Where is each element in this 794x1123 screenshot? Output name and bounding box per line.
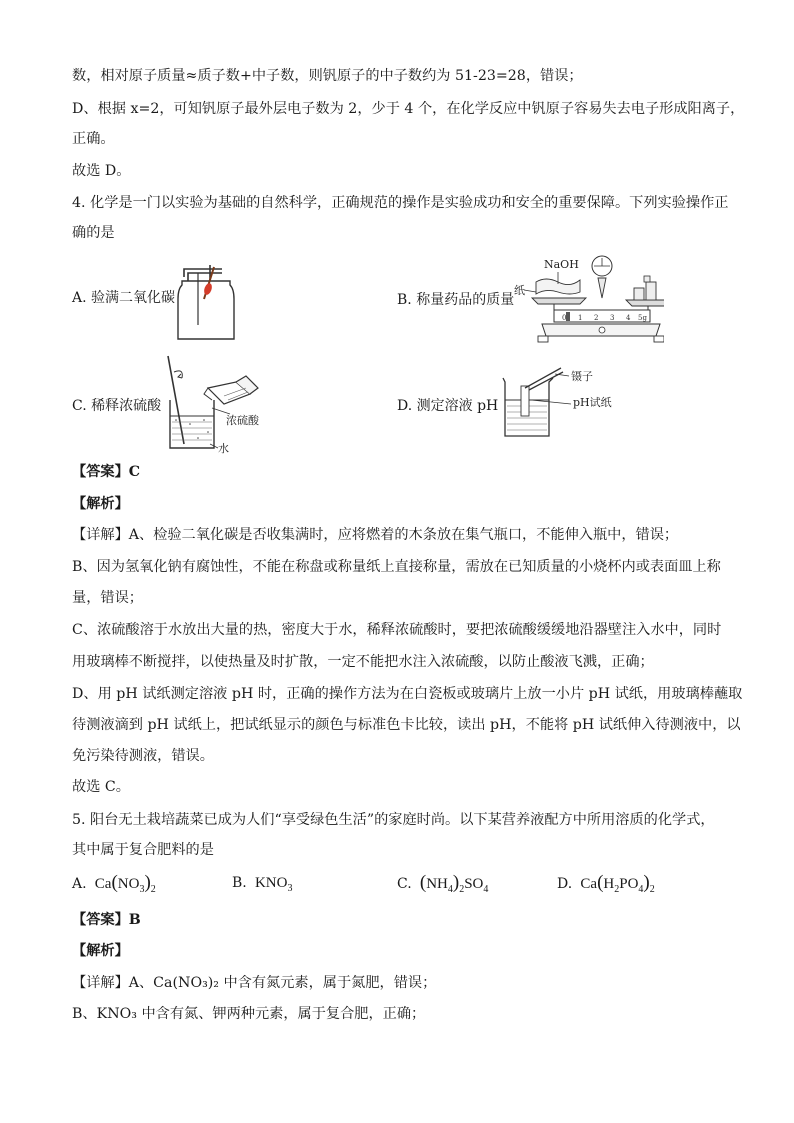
text-line: 量，错误；: [72, 590, 143, 606]
text-line: 故选 D。: [72, 163, 131, 179]
formula-ca-no3-2: $Ca(NO_3)_2$: [91, 872, 156, 895]
text-line: B、因为氢氧化钠有腐蚀性，不能在称盘或称量纸上直接称量，需放在已知质量的小烧杯内或表面皿上称: [72, 559, 721, 575]
text-line: 免污染待测液，错误。: [72, 748, 214, 764]
formula-nh4-2-so4: $(NH_4)_2SO_4$: [419, 872, 489, 895]
text-line: 待测液滴到 pH 试纸上，把试纸显示的颜色与标准色卡比较，读出 pH，不能将 pH 试纸伸入待测液中，以: [72, 717, 741, 733]
paper-label: 纸: [514, 284, 525, 297]
ruler-tick-label: 3: [610, 314, 615, 322]
text-line: 数，相对原子质量≈质子数+中子数，则钒原子的中子数约为 51-23=28，错误；: [72, 68, 583, 84]
analysis-label: 【解析】: [72, 943, 129, 959]
question-5-stem: 其中属于复合肥料的是: [72, 842, 214, 858]
ruler-tick-label: 5g: [638, 314, 647, 322]
text-line: 故选 C。: [72, 779, 130, 795]
text-line: 用玻璃棒不断搅拌，以使热量及时扩散，一定不能把水注入浓硫酸，以防止酸液飞溅，正确；: [72, 654, 654, 670]
answer-label: 【答案】B: [72, 912, 141, 928]
option-b: [232, 873, 292, 899]
question-4-stem: 确的是: [72, 225, 115, 241]
option-c-label: C. 稀释浓硫酸: [72, 398, 162, 414]
water-label: 水: [218, 442, 229, 455]
answer-label: 【答案】C: [72, 464, 141, 480]
option-a: [72, 873, 156, 900]
formula-ca-h2po4-2: $Ca(H_2PO_4)_2$: [576, 872, 655, 895]
figure-b-balance: [514, 252, 664, 344]
ruler-tick-label: 1: [578, 314, 583, 322]
option-a-label: A. 验满二氧化碳: [72, 290, 176, 306]
ruler-tick-label: 0: [562, 314, 567, 322]
option-d-label: D. 测定溶液 pH: [397, 398, 499, 414]
option-c: [397, 873, 488, 900]
text-line: 【详解】A、Ca(NO₃)₂ 中含有氮元素，属于氮肥，错误；: [72, 975, 437, 991]
text-line: 正确。: [72, 131, 115, 147]
figure-c-dilution: [150, 352, 280, 456]
ruler-tick-label: 4: [626, 314, 631, 322]
option-b-label: B. 称量药品的质量: [397, 292, 515, 308]
acid-label: 浓硫酸: [226, 414, 259, 427]
figure-d-ph-test: [495, 362, 625, 442]
text-line: D、用 pH 试纸测定溶液 pH 时，正确的操作方法为在白瓷板或玻璃片上放一小片 pH 试纸，用玻璃棒蘸取: [72, 686, 743, 702]
option-c-letter: C.: [397, 876, 412, 892]
text-line: 【详解】A、检验二氧化碳是否收集满时，应将燃着的木条放在集气瓶口，不能伸入瓶中，错误；: [72, 527, 679, 543]
option-a-letter: A.: [72, 876, 87, 892]
option-d-letter: D.: [557, 876, 573, 892]
analysis-label: 【解析】: [72, 496, 129, 512]
naoh-label: NaOH: [544, 258, 579, 271]
ph-paper-label: pH试纸: [573, 396, 612, 409]
formula-kno3: $KNO_3$: [251, 875, 293, 894]
text-line: C、浓硫酸溶于水放出大量的热，密度大于水，稀释浓硫酸时，要把浓硫酸缓缓地沿器壁注入水中，同时: [72, 622, 722, 638]
text-line: B、KNO₃ 中含有氮、钾两种元素，属于复合肥，正确；: [72, 1006, 426, 1022]
text-line: D、根据 x=2，可知钒原子最外层电子数为 2，少于 4 个，在化学反应中钒原子容易失去电子形成阳离子，: [72, 101, 745, 117]
option-b-letter: B.: [232, 875, 247, 891]
tweezers-label: 镊子: [571, 370, 593, 383]
question-4-stem: 4. 化学是一门以实验为基础的自然科学，正确规范的操作是实验成功和安全的重要保障。下列实验操作正: [72, 195, 729, 211]
option-d: [557, 873, 655, 900]
question-5-stem: 5. 阳台无土栽培蔬菜已成为人们“享受绿色生活”的家庭时尚。以下某营养液配方中所用溶质的化学式，: [72, 812, 715, 828]
ruler-tick-label: 2: [594, 314, 599, 322]
figure-a-gas-jar: [172, 255, 242, 345]
